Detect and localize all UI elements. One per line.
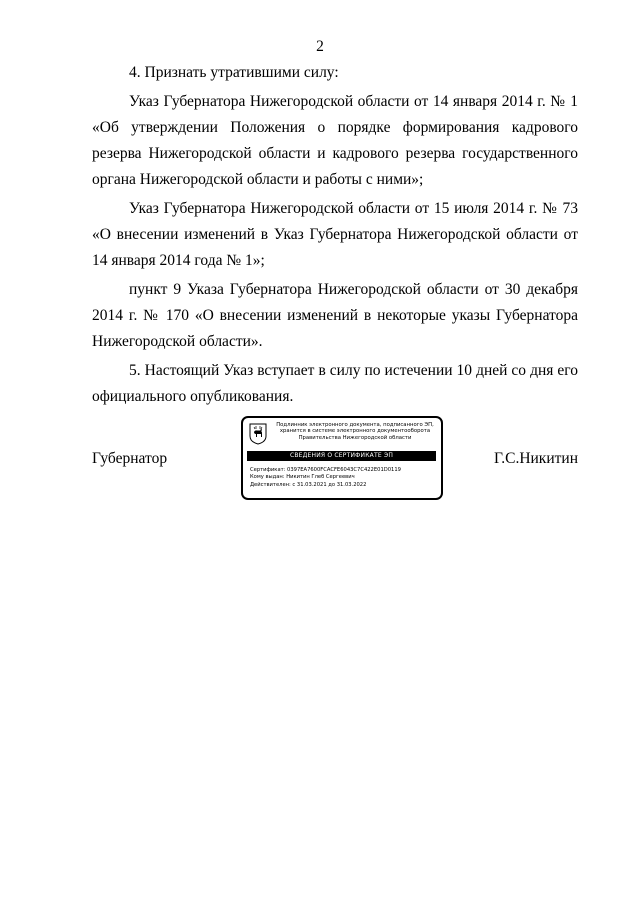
signatory-name: Г.С.Никитин <box>494 450 578 467</box>
stamp-title-bar: СВЕДЕНИЯ О СЕРТИФИКАТЕ ЭП <box>247 451 436 461</box>
stamp-header-line: хранится в системе электронного документооборота <box>279 428 431 435</box>
certificate-owner: Кому выдан: Никитин Глеб Сергеевич <box>250 474 355 481</box>
page-number: 2 <box>316 38 324 55</box>
paragraph-decree-1: Указ Губернатора Нижегородской области от 14 января 2014 г. № 1 «Об утверждении Положения о порядке формирования кадрового резерва Нижегородской области и кадрового резерва государственного органа Нижегородской области и работы с ними»; <box>92 93 578 188</box>
stamp-header <box>271 422 439 441</box>
certificate-validity: Действителен: с 31.03.2021 до 31.03.2022 <box>250 481 367 488</box>
stamp-certificate-details <box>250 467 438 489</box>
stamp-header-line: Правительства Нижегородской области <box>298 434 412 441</box>
document-body <box>92 60 578 413</box>
certificate-number: Сертификат: 0397EA7600FCACFE6043C7C422E01D0119 <box>250 467 401 473</box>
paragraph-decree-73: Указ Губернатора Нижегородской области от 15 июля 2014 г. № 73 «О внесении изменений в Указ Губернатора Нижегородской области от 14 января 2014 года № 1»; <box>92 200 578 269</box>
stamp-header-line: Подлинник электронного документа, подписанного ЭП, <box>276 422 434 428</box>
signatory-position: Губернатор <box>92 450 168 467</box>
paragraph-item-4: 4. Признать утратившими силу: <box>129 64 339 81</box>
paragraph-item-5: 5. Настоящий Указ вступает в силу по истечении 10 дней со дня его официального опубликования. <box>92 362 578 405</box>
paragraph-decree-170: пункт 9 Указа Губернатора Нижегородской области от 30 декабря 2014 г. № 170 «О внесении изменений в некоторые указы Губернатора Нижегородской области». <box>92 281 578 350</box>
electronic-signature-stamp <box>241 416 443 500</box>
deer-emblem-icon <box>249 423 267 445</box>
